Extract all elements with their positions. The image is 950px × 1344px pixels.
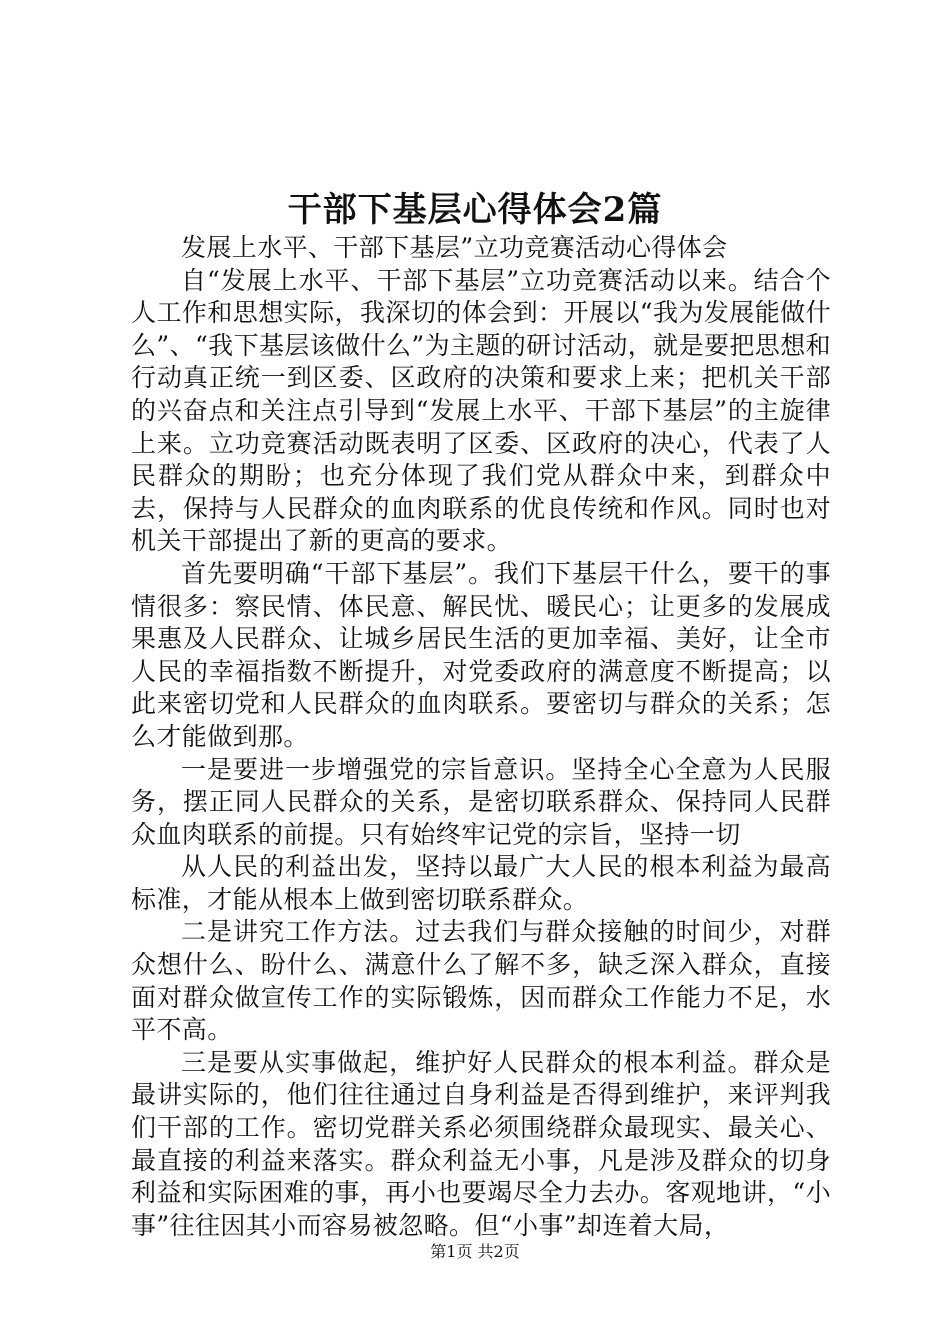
paragraph-point-three: 三是要从实事做起，维护好人民群众的根本利益。群众是最讲实际的，他们往往通过自身利益是否得到维护，来评判我们干部的工作。密切党群关系必须围绕群众最现实、最关心、最直接的利益来落实。群众利益无小事，凡是涉及群众的切身利益和实际困难的事，再小也要竭尽全力去办。客观地讲，“小事”往往因其小而容易被忽略。但“小事”却连着大局， (131, 1047, 831, 1240)
paragraph-point-one-continued: 从人民的利益出发，坚持以最广大人民的根本利益为最高标准，才能从根本上做到密切联系群众。 (131, 852, 831, 914)
paragraph-first: 首先要明确“干部下基层”。我们下基层干什么，要干的事情很多：察民情、体民意、解民忧、暖民心；让更多的发展成果惠及人民群众、让城乡居民生活的更加幸福、美好，让全市人民的幸福指数不断提升，对党委政府的满意度不断提高；以此来密切党和人民群众的血肉联系。要密切与群众的关系；怎么才能做到那。 (131, 558, 831, 751)
page-footer: 第1页 共2页 (430, 1242, 520, 1261)
document-body (131, 232, 831, 1242)
paragraph-subtitle: 发展上水平、干部下基层”立功竞赛活动心得体会 (181, 233, 728, 262)
document-title: 干部下基层心得体会2篇 (287, 190, 663, 230)
paragraph-point-one: 一是要进一步增强党的宗旨意识。坚持全心全意为人民服务，摆正同人民群众的关系，是密切联系群众、保持同人民群众血肉联系的前提。只有始终牢记党的宗旨，坚持一切 (131, 754, 831, 849)
paragraph-point-two: 二是讲究工作方法。过去我们与群众接触的时间少，对群众想什么、盼什么、满意什么了解不多，缺乏深入群众，直接面对群众做宣传工作的实际锻炼，因而群众工作能力不足，水平不高。 (131, 917, 831, 1045)
paragraph-intro: 自“发展上水平、干部下基层”立功竞赛活动以来。结合个人工作和思想实际，我深切的体会到：开展以“我为发展能做什么”、“我下基层该做什么”为主题的研讨活动，就是要把思想和行动真正统一到区委、区政府的决策和要求上来；把机关干部的兴奋点和关注点引导到“发展上水平、干部下基层”的主旋律上来。立功竞赛活动既表明了区委、区政府的决心，代表了人民群众的期盼；也充分体现了我们党从群众中来，到群众中去，保持与人民群众的血肉联系的优良传统和作风。同时也对机关干部提出了新的更高的要求。 (131, 265, 831, 556)
